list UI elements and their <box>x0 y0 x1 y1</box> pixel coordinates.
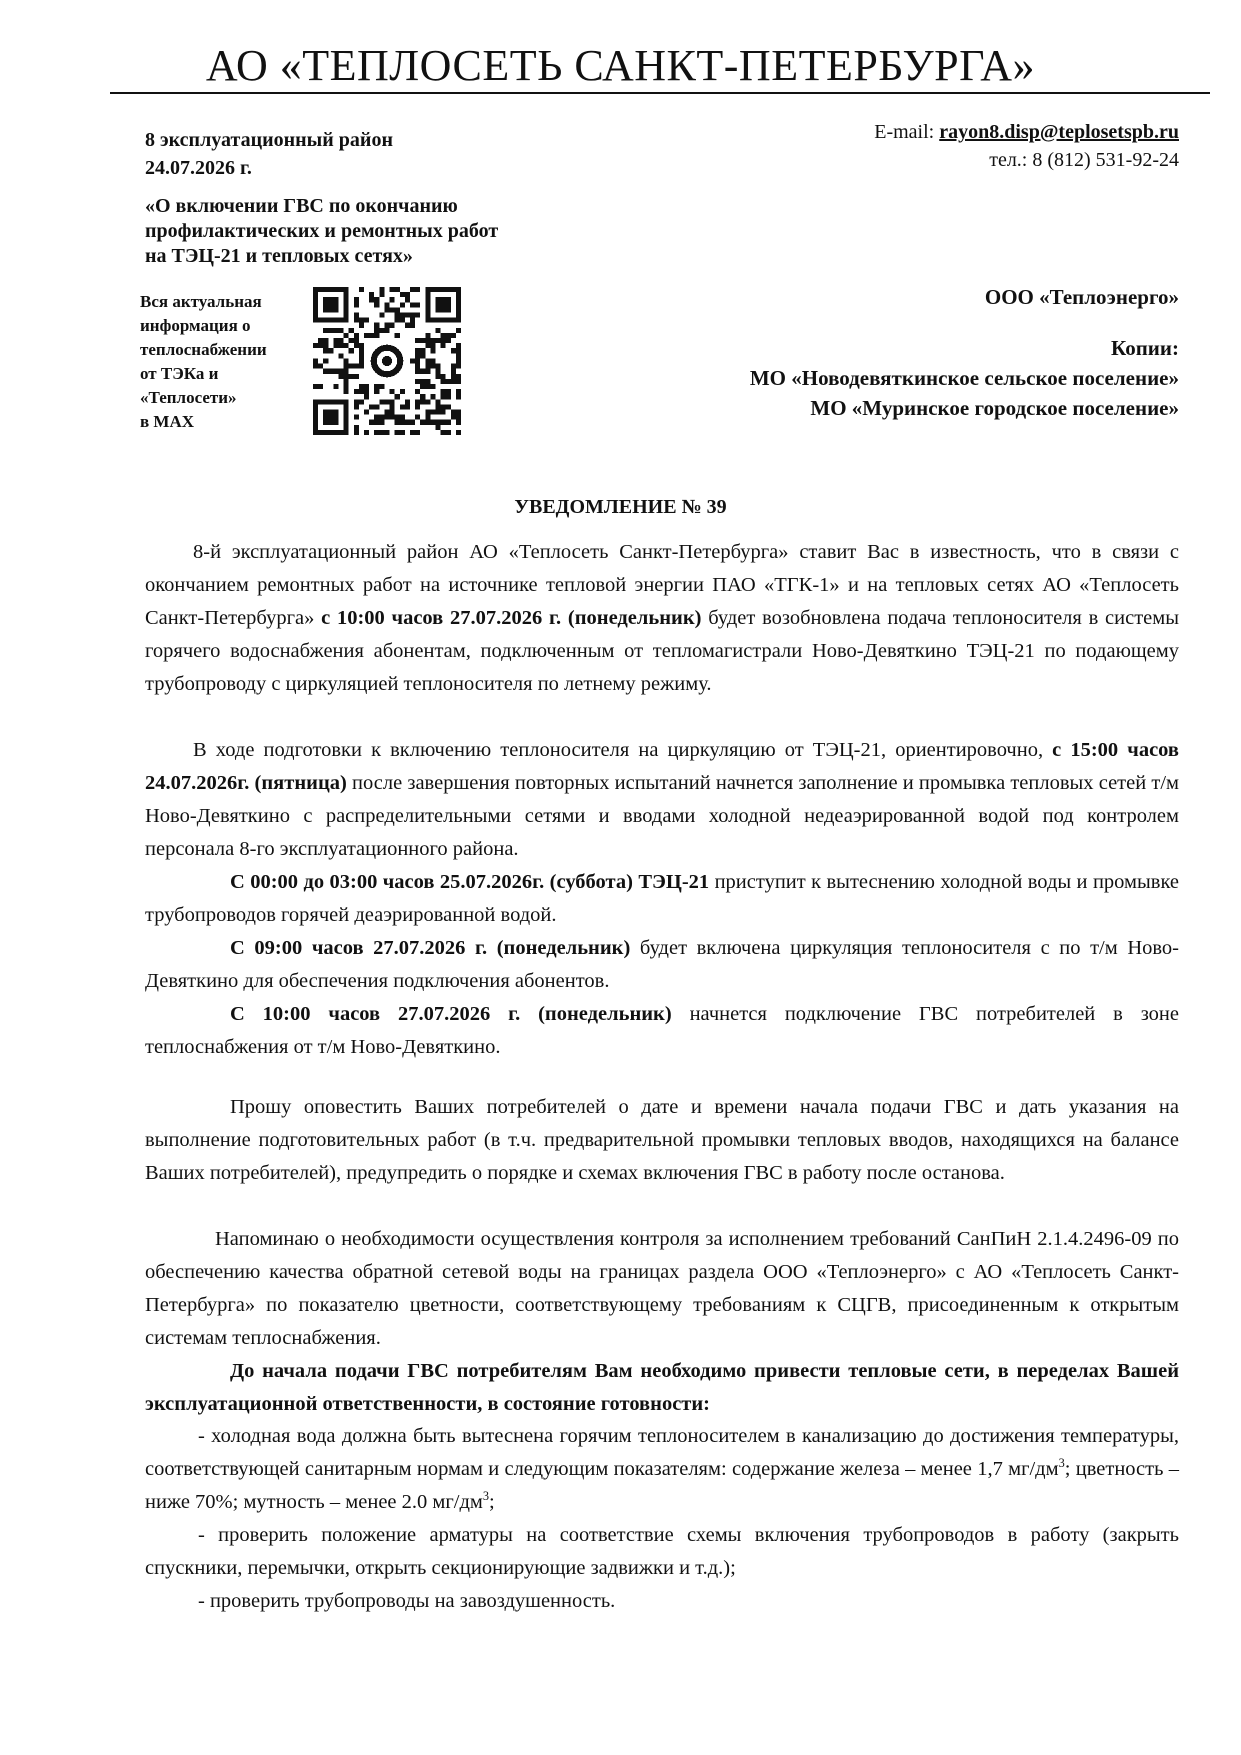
qr-caption-line: Вся актуальная <box>140 292 262 311</box>
text-run: В ходе подготовки к включению теплоносителя на циркуляцию от ТЭЦ-21, ориентировочно, <box>193 739 1053 761</box>
email-label: E-mail: <box>874 121 940 143</box>
text-run: после завершения повторных испытаний начнется заполнение и промывка тепловых сетей т/м Ново-Девяткино с распределительными сетями и вводами холодной недеаэрированной водой под контролем персонала 8-го эксплуатационного района. <box>145 772 1179 860</box>
qr-caption-line: информация о <box>140 316 251 335</box>
subject-line: на ТЭЦ-21 и тепловых сетях» <box>145 245 413 267</box>
superscript: 3 <box>482 1489 490 1504</box>
qr-code[interactable] <box>313 287 461 435</box>
qr-caption-line: от ТЭКа и <box>140 364 219 383</box>
paragraph-3 <box>145 866 1179 932</box>
subject-block <box>145 194 595 269</box>
qr-caption <box>140 290 300 434</box>
text-run-bold: С 10:00 часов 27.07.2026 г. (понедельник) <box>230 1003 672 1025</box>
superscript: 3 <box>1058 1456 1065 1471</box>
subject-line: «О включении ГВС по окончанию <box>145 195 458 217</box>
list-item: - проверить положение арматуры на соответствие схемы включения трубопроводов в работу (закрыть спускники, перемычки, открыть секционирующие задвижки и т.д.); <box>145 1524 1179 1579</box>
paragraph-2 <box>145 734 1179 866</box>
phone-line: тел.: 8 (812) 531-92-24 <box>989 149 1179 171</box>
text-run-bold: С 09:00 часов 27.07.2026 г. (понедельник) <box>230 937 631 959</box>
paragraph-4 <box>145 932 1179 998</box>
list-item: - проверить трубопроводы на завоздушенность. <box>198 1590 616 1612</box>
text-run-bold: с 15:00 часов 24.07.2026г. (пятница) <box>145 739 1179 794</box>
document-date: 24.07.2026 г. <box>145 157 252 179</box>
contacts-block <box>874 118 1179 174</box>
copy-recipient: МО «Муринское городское поселение» <box>810 396 1179 420</box>
organization-title: АО «ТЕПЛОСЕТЬ САНКТ-ПЕТЕРБУРГА» <box>205 41 1036 90</box>
qr-caption-line: в MAX <box>140 412 195 431</box>
district-block <box>145 126 393 182</box>
paragraph-1 <box>145 536 1179 701</box>
text-run: приступит к вытеснению холодной воды и промывке трубопроводов горячей деаэрированной водой. <box>145 871 1179 926</box>
recipient: ООО «Теплоэнерго» <box>984 285 1179 309</box>
copies-label: Копии: <box>1111 336 1179 360</box>
list-item <box>145 1420 1179 1519</box>
text-run: 8-й эксплуатационный район АО «Теплосеть Санкт-Петербурга» ставит Вас в известность, что в связи с окончанием ремонтных работ на источнике тепловой энергии ПАО «ТГК-1» и на тепловых сетях АО «Теплосеть Санкт-Петербурга» <box>145 541 1179 629</box>
header-rule <box>110 92 1210 94</box>
paragraph-7: Напоминаю о необходимости осуществления контроля за исполнением требований СанПиН 2.1.4.2496-09 по обеспечению качества обратной сетевой воды на границах раздела ООО «Теплоэнерго» с АО «Теплосеть Санкт-Петербурга» по показателю цветности, соответствующему требованиям к СЦГВ, присоединенным к открытым системам теплоснабжения. <box>145 1228 1179 1349</box>
subject-line: профилактических и ремонтных работ <box>145 220 499 242</box>
text-run: ; <box>489 1491 495 1513</box>
district-name: 8 эксплуатационный район <box>145 129 393 151</box>
notice-title: УВЕДОМЛЕНИЕ № 39 <box>514 496 727 518</box>
qr-caption-line: «Теплосети» <box>140 388 237 407</box>
text-run: будет включена циркуляция теплоносителя с по т/м Ново-Девяткино для обеспечения подключения абонентов. <box>145 937 1179 992</box>
text-run: ; цветность – ниже 70%; мутность – менее 2.0 мг/дм <box>145 1458 1179 1513</box>
paragraph-6: Прошу оповестить Ваших потребителей о дате и времени начала подачи ГВС и дать указания на выполнение подготовительных работ (в т.ч. предварительной промывки тепловых вводов, находящихся на балансе Ваших потребителей), предупредить о порядке и схемах включения ГВС в работу после останова. <box>145 1096 1179 1184</box>
text-run: будет возобновлена подача теплоносителя в системы горячего водоснабжения абонентам, подключенным от тепломагистрали Ново-Девяткино ТЭЦ-21 по подающему трубопроводу с циркуляцией теплоносителя по летнему режиму. <box>145 607 1179 695</box>
text-run: - холодная вода должна быть вытеснена горячим теплоносителем в канализацию до достижения температуры, соответствующей санитарным нормам и следующим показателям: содержание железа – менее 1,7 мг/дм <box>145 1425 1179 1480</box>
qr-caption-line: теплоснабжении <box>140 340 267 359</box>
paragraph-8: До начала подачи ГВС потребителям Вам необходимо привести тепловые сети, в переделах Вашей эксплуатационной ответственности, в состояние готовности: <box>145 1360 1179 1415</box>
paragraph-5 <box>145 998 1179 1064</box>
requirements-list <box>145 1420 1179 1618</box>
text-run-bold: С 00:00 до 03:00 часов 25.07.2026г. (суббота) ТЭЦ-21 <box>230 871 710 893</box>
email-link[interactable]: rayon8.disp@teplosetspb.ru <box>939 121 1179 143</box>
copy-recipient: МО «Новодевяткинское сельское поселение» <box>749 366 1179 390</box>
text-run: начнется подключение ГВС потребителей в зоне теплоснабжения от т/м Ново-Девяткино. <box>145 1003 1179 1058</box>
copies-block <box>750 333 1179 423</box>
text-run-bold: с 10:00 часов 27.07.2026 г. (понедельник) <box>321 607 702 629</box>
email-line <box>874 118 1179 146</box>
